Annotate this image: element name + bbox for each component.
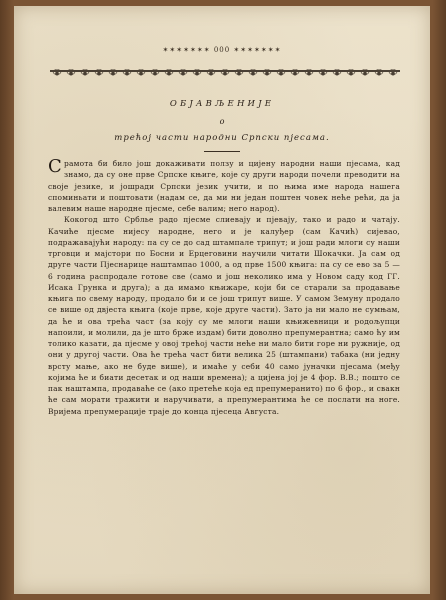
title-divider [204, 151, 240, 152]
document-subtitle: трећој части народни Српски пјесама. [114, 133, 330, 143]
decorative-border-band [50, 64, 400, 80]
paragraph-1 [48, 158, 400, 214]
document-body [48, 158, 400, 417]
title-particle: о [219, 117, 225, 126]
drop-cap: С [48, 156, 62, 177]
paragraph-2: Кокогод што Срблье радо пјесме слиевају и пјевају, тако и радо и чатају. Качиће пјесме нијесу народне, него и је калуђер (сам Качић) сијевао, подражавајући народу: па су се до сад штампале трипут; и још ради млоги су наши трговци и мајстори по Босни и Ерцеговини научили читати Шокачки. Ја сам од друге части Пјеснарице наштампао 1000, а од прве 1500 књига: па су се ево за 5 — 6 година распродале готове све (само и још неколико има у Новом саду код ГГ. Исака Грунка и друга); а да имамо књижаре, који би се старали за продавање књига по свему народу, продало би и се још трипут више. У самом Земуну продало се више од двјеста књига (које прве, које друге части). Зато ја ни мало не сумњам, да ће и ова трећа част (за коју су ме млоги наши књижевници и родољупци напоили, и молили, да је што брже издам) бити доволно препумерантна; само ћу им толико казати, да пјесме у овој трећој части неће ни мало бити горе ни ружније, од они у другој части. Ова ће трећа част бити велика 25 (штампани) табака (ни једну врсту мање, ако не буде више), и имаће у себи 40 само јуначки пјесама (међу којима ће и биати десетак и од наши времена); а цијена јој је 4 фор. В.В.; пошто се пак наштампа, продаваће се (ако претеће која ед препумеранито) по 6 фор., и свакн ће сам морати тражити и наручивати, а препумерантима ће се послати на ноге. Вријема препумерације траје до конца пјесеца Августа. [48, 215, 400, 416]
document-page [14, 6, 430, 594]
top-ornament: ✶✶✶✶✶✶✶ 000 ✶✶✶✶✶✶✶ [162, 46, 282, 54]
paragraph-1-text: рамота би било још докаживати ползу и цијену народни наши пјесама, кад знамо, да су оне прве Српске књиге, које су други народи почели преводити на своје језике, и јошради Српски језик учити, и по њима име народа нашега споминьати и поштовати (надам се, да ми ни један поштен човек неће рећи, да ја валевим наше народне пјесме, себе валим; него народ). [48, 159, 400, 213]
document-title: ОБЈАВЉЕНИЈЕ [169, 99, 275, 109]
